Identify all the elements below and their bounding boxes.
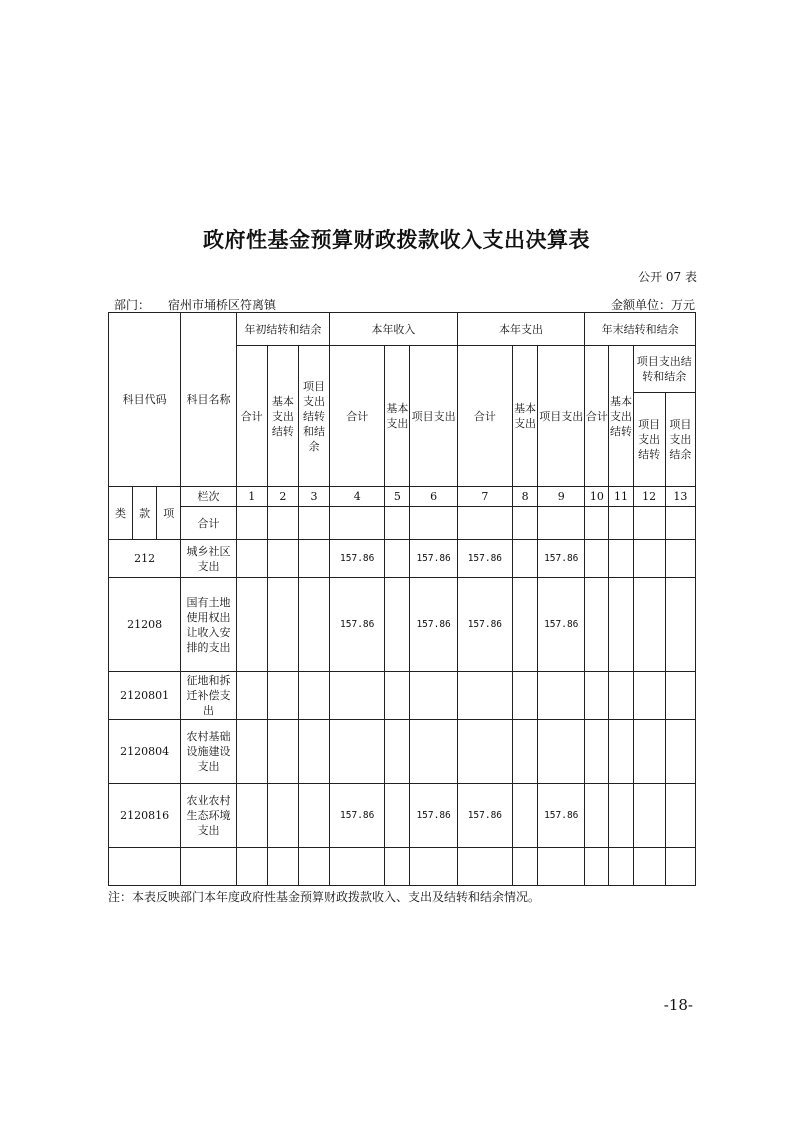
cell <box>410 507 457 540</box>
cell <box>298 578 329 672</box>
table-note: 注：本表反映部门本年度政府性基金预算财政拨款收入、支出及结转和结余情况。 <box>108 890 541 904</box>
cell <box>513 578 538 672</box>
expend-proj <box>538 720 585 784</box>
form-number: 公开 07 表 <box>638 270 697 284</box>
table-row <box>109 540 696 578</box>
cell <box>633 672 665 720</box>
col-num: 12 <box>633 487 665 507</box>
cell <box>457 507 512 540</box>
cell <box>298 672 329 720</box>
cell <box>267 540 298 578</box>
cell <box>457 848 512 886</box>
cell <box>633 848 665 886</box>
cell <box>330 507 385 540</box>
expend-proj: 157.86 <box>538 578 585 672</box>
cell <box>236 720 267 784</box>
cell <box>236 784 267 848</box>
expend-total <box>457 720 512 784</box>
col-num: 10 <box>585 487 609 507</box>
cell <box>585 672 609 720</box>
header-begin-basic-carry: 基本支出结转 <box>267 346 298 487</box>
department-label: 部门： <box>114 298 151 312</box>
col-num: 11 <box>609 487 633 507</box>
cell <box>298 848 329 886</box>
header-income: 本年收入 <box>330 313 458 346</box>
cell <box>513 672 538 720</box>
column-number-row <box>109 487 696 507</box>
page-title: 政府性基金预算财政拨款收入支出决算表 <box>203 228 590 252</box>
cell <box>609 720 633 784</box>
cell <box>267 578 298 672</box>
cell <box>385 540 410 578</box>
cell <box>109 848 181 886</box>
expend-proj <box>538 672 585 720</box>
row-code: 212 <box>109 540 181 578</box>
cell <box>633 507 665 540</box>
income-total: 157.86 <box>330 578 385 672</box>
row-name: 征地和拆迁补偿支出 <box>181 672 236 720</box>
total-row <box>109 507 696 540</box>
header-row-1 <box>109 313 696 346</box>
cell <box>633 578 665 672</box>
header-income-basic: 基本支出 <box>385 346 410 487</box>
cell <box>538 848 585 886</box>
cell <box>609 784 633 848</box>
cell <box>267 784 298 848</box>
page-number: -18- <box>663 996 693 1014</box>
cell <box>298 784 329 848</box>
header-begin-proj-carry-balance: 项目支出结转和结余 <box>298 346 329 487</box>
cell <box>609 672 633 720</box>
row-code: 2120804 <box>109 720 181 784</box>
cell <box>665 540 695 578</box>
header-expend-basic: 基本支出 <box>513 346 538 487</box>
income-proj <box>410 672 457 720</box>
row-code: 2120801 <box>109 672 181 720</box>
cell <box>236 848 267 886</box>
cell <box>267 507 298 540</box>
row-name: 城乡社区支出 <box>181 540 236 578</box>
department-line <box>114 296 276 313</box>
cell <box>267 720 298 784</box>
cell <box>665 507 695 540</box>
cell <box>633 784 665 848</box>
income-proj <box>410 720 457 784</box>
cell <box>236 507 267 540</box>
col-num: 2 <box>267 487 298 507</box>
cell <box>236 578 267 672</box>
cell <box>513 540 538 578</box>
header-income-total: 合计 <box>330 346 385 487</box>
total-label: 合计 <box>181 507 236 540</box>
cell <box>513 848 538 886</box>
header-lanci: 栏次 <box>181 487 236 507</box>
cell <box>385 578 410 672</box>
budget-table <box>108 312 696 886</box>
income-total: 157.86 <box>330 784 385 848</box>
header-end-proj-balance: 项目支出结余 <box>665 393 695 487</box>
cell <box>633 720 665 784</box>
cell <box>609 578 633 672</box>
header-income-proj: 项目支出 <box>410 346 457 487</box>
header-expend: 本年支出 <box>457 313 585 346</box>
header-lei: 类 <box>109 487 133 540</box>
expend-total: 157.86 <box>457 540 512 578</box>
cell <box>538 507 585 540</box>
cell <box>330 848 385 886</box>
expend-proj: 157.86 <box>538 540 585 578</box>
header-begin: 年初结转和结余 <box>236 313 329 346</box>
cell <box>665 848 695 886</box>
row-code: 2120816 <box>109 784 181 848</box>
header-expend-total: 合计 <box>457 346 512 487</box>
header-code: 科目代码 <box>109 313 181 487</box>
expend-total <box>457 672 512 720</box>
cell <box>298 540 329 578</box>
cell <box>267 848 298 886</box>
row-name: 国有土地使用权出让收入安排的支出 <box>181 578 236 672</box>
income-total: 157.86 <box>330 540 385 578</box>
cell <box>609 848 633 886</box>
cell <box>385 848 410 886</box>
cell <box>181 848 236 886</box>
header-name: 科目名称 <box>181 313 236 487</box>
col-num: 6 <box>410 487 457 507</box>
cell <box>236 672 267 720</box>
income-total <box>330 720 385 784</box>
cell <box>585 848 609 886</box>
income-proj: 157.86 <box>410 784 457 848</box>
cell <box>585 720 609 784</box>
expend-proj: 157.86 <box>538 784 585 848</box>
cell <box>585 540 609 578</box>
income-total <box>330 672 385 720</box>
header-end: 年末结转和结余 <box>585 313 696 346</box>
income-proj: 157.86 <box>410 540 457 578</box>
cell <box>385 507 410 540</box>
cell <box>585 507 609 540</box>
empty-row <box>109 848 696 886</box>
header-end-basic-carry: 基本支出结转 <box>609 346 633 487</box>
cell <box>236 540 267 578</box>
col-num: 5 <box>385 487 410 507</box>
expend-total: 157.86 <box>457 784 512 848</box>
cell <box>665 720 695 784</box>
table-row <box>109 672 696 720</box>
cell <box>410 848 457 886</box>
cell <box>513 784 538 848</box>
cell <box>513 507 538 540</box>
cell <box>385 720 410 784</box>
col-num: 7 <box>457 487 512 507</box>
header-begin-total: 合计 <box>236 346 267 487</box>
col-num: 4 <box>330 487 385 507</box>
cell <box>385 672 410 720</box>
table-row <box>109 784 696 848</box>
table-row <box>109 578 696 672</box>
cell <box>267 672 298 720</box>
income-proj: 157.86 <box>410 578 457 672</box>
header-expend-proj: 项目支出 <box>538 346 585 487</box>
col-num: 3 <box>298 487 329 507</box>
amount-unit: 金额单位：万元 <box>610 298 695 312</box>
header-end-proj-group: 项目支出结转和结余 <box>633 346 695 393</box>
department-name: 宿州市埇桥区符离镇 <box>168 298 277 312</box>
header-end-total: 合计 <box>585 346 609 487</box>
cell <box>298 507 329 540</box>
cell <box>298 720 329 784</box>
cell <box>585 578 609 672</box>
cell <box>513 720 538 784</box>
col-num: 8 <box>513 487 538 507</box>
cell <box>633 540 665 578</box>
cell <box>609 540 633 578</box>
cell <box>665 578 695 672</box>
cell <box>609 507 633 540</box>
col-num: 1 <box>236 487 267 507</box>
col-num: 13 <box>665 487 695 507</box>
cell <box>665 784 695 848</box>
cell <box>665 672 695 720</box>
col-num: 9 <box>538 487 585 507</box>
header-kuan: 款 <box>133 487 157 540</box>
row-name: 农村基础设施建设支出 <box>181 720 236 784</box>
row-name: 农业农村生态环境支出 <box>181 784 236 848</box>
cell <box>385 784 410 848</box>
table-row <box>109 720 696 784</box>
header-xiang: 项 <box>157 487 181 540</box>
cell <box>585 784 609 848</box>
expend-total: 157.86 <box>457 578 512 672</box>
row-code: 21208 <box>109 578 181 672</box>
header-end-proj-carry: 项目支出结转 <box>633 393 665 487</box>
